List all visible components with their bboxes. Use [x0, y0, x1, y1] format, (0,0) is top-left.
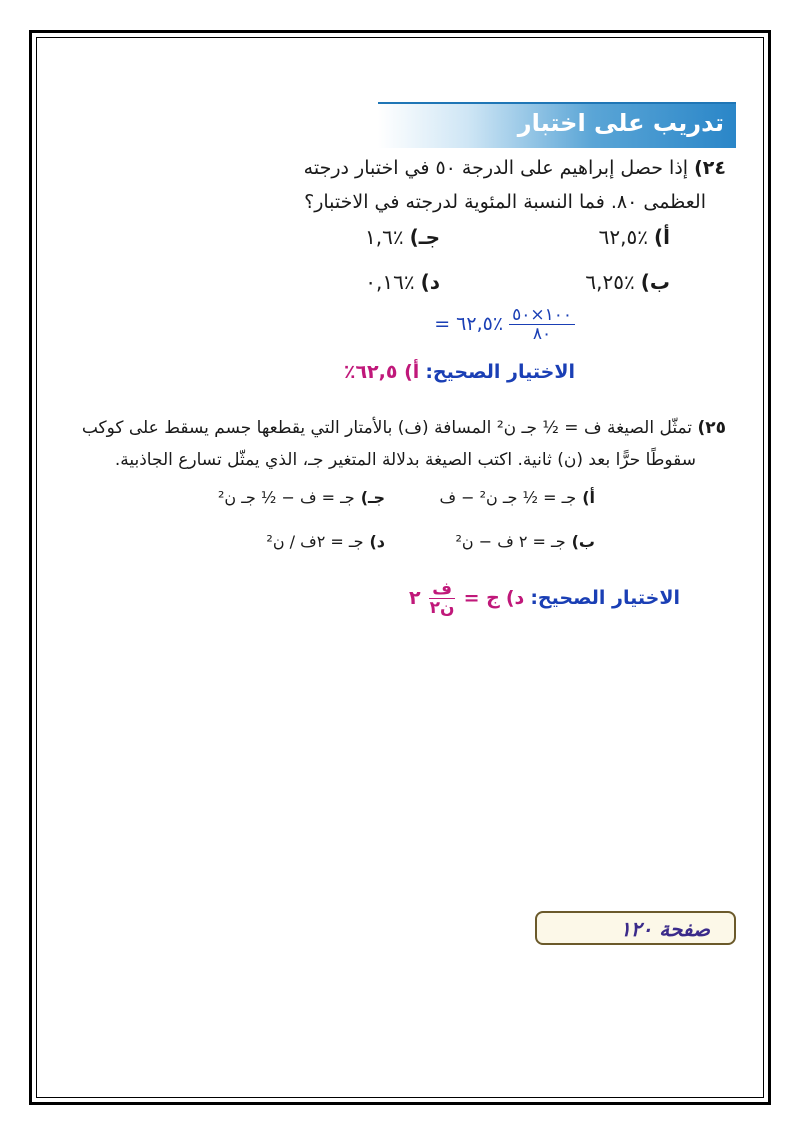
q25-number: ٢٥) — [697, 418, 726, 438]
q24-line2: العظمى ٨٠. فما النسبة المئوية لدرجته في الاختبار؟ — [304, 191, 706, 213]
q25-answer-fraction: $\frac{\text{ف}}{\text{ن٢}}$ — [429, 579, 455, 618]
q25-option-d: د)جـ = ٢ف / ن² — [266, 532, 385, 551]
page-number: صفحة ١٢٠ — [620, 917, 710, 941]
q24-number: ٢٤) — [694, 157, 726, 179]
q24-line1 — [106, 154, 726, 182]
q24-solution — [434, 306, 575, 343]
q25-option-c: جـ)جـ = ف − ½ جـ ن² — [217, 488, 385, 507]
q25-answer-letter: د) — [505, 587, 525, 609]
q25-answer-label: الاختيار الصحيح: — [530, 587, 680, 609]
q25-line2: سقوطًا حرًّا بعد (ن) ثانية. اكتب الصيغة بدلالة المتغير جـ، الذي يمثّل تسارع الجاذبية. — [114, 450, 696, 470]
q24-answer-label: الاختيار الصحيح: — [425, 361, 575, 383]
q25-text-1: تمثّل الصيغة ف = ½ جـ ن² المسافة (ف) بالأمتار التي يقطعها جسم يسقط على كوكب — [81, 418, 693, 438]
page-number-box — [535, 911, 736, 945]
q24-option-a: أ)٪٦٢,٥ — [598, 225, 670, 249]
q25-answer — [409, 580, 680, 617]
q25-option-a: أ)جـ = ½ جـ ن² − ف — [439, 488, 595, 507]
q24-option-c: جـ)٪١,٦ — [365, 225, 440, 249]
q24-solution-result: ٪٦٢,٥ = — [434, 313, 504, 335]
q25-line1 — [46, 414, 726, 442]
section-banner — [378, 102, 736, 148]
q24-answer — [344, 358, 575, 386]
q24-solution-fraction: $\frac{١٠٠\times ٥٠}{٨٠}$ — [509, 306, 575, 343]
q25-option-b: ب)جـ = ٢ ف − ن² — [455, 532, 595, 551]
q24-text-1: إذا حصل إبراهيم على الدرجة ٥٠ في اختبار درجته — [303, 157, 689, 179]
q25-answer-var: ج = — [463, 587, 500, 609]
q24-answer-value: أ) ٦٢,٥٪ — [343, 361, 420, 383]
q25-answer-coef: ٢ — [408, 587, 421, 609]
q24-option-b: ب)٪٦,٢٥ — [585, 270, 670, 294]
section-title: تدريب على اختبار — [517, 109, 724, 137]
q24-option-d: د)٪٠,١٦ — [365, 270, 440, 294]
